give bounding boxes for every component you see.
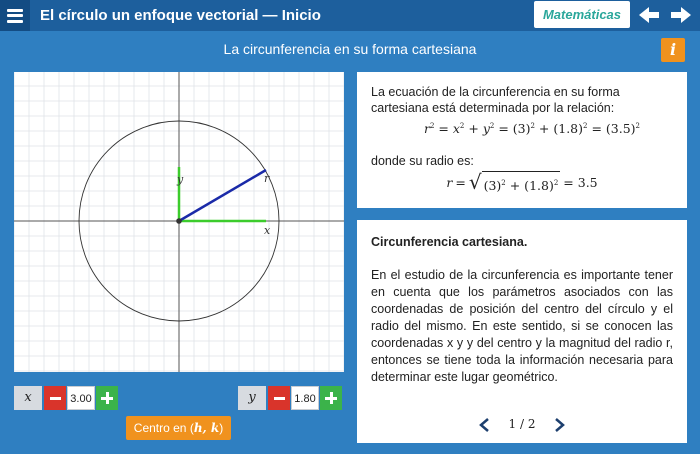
x-value-field[interactable]: 3.00: [67, 386, 95, 410]
page-subtitle: La circunferencia en su forma cartesiana: [223, 41, 477, 57]
prev-page-icon[interactable]: [477, 417, 491, 433]
x-increment-button[interactable]: [96, 386, 118, 410]
graph-canvas: [14, 72, 344, 372]
plus-icon: [325, 392, 337, 404]
next-page-icon[interactable]: [553, 417, 567, 433]
x-axis-label: x: [264, 224, 271, 237]
y-control-label: y: [238, 386, 266, 410]
minus-icon: [50, 397, 61, 400]
radius-intro: donde su radio es:: [371, 154, 474, 169]
center-point: [176, 218, 182, 224]
pager: [477, 416, 567, 433]
plus-icon: [101, 392, 113, 404]
page-indicator: 1 / 2: [508, 417, 536, 431]
forward-arrow-icon[interactable]: [669, 5, 693, 25]
description-title: Circunferencia cartesiana.: [371, 235, 528, 249]
top-bar: [0, 0, 700, 31]
equation-intro: La ecuación de la circunferencia en su forma cartesiana está determinada por la relación:: [371, 85, 620, 115]
y-value-field[interactable]: 1.80: [291, 386, 319, 410]
radius-equation: r = √ $(3)^2 + (1.8)^2$ = 3.5: [446, 170, 598, 195]
description-body: En el estudio de la circunferencia es importante tener en cuenta que los parámetros asociados con las coordenadas de posición del centro del círculo y el radio del mismo. En este sentido, si se conocen las coordenadas x y y del centro y la magnitud del radio r, entonces se tiene toda la información necesaria para determinar este lugar geométrico.: [371, 268, 673, 384]
x-control-label: x: [14, 386, 42, 410]
app-title: El círculo un enfoque vectorial — Inicio: [40, 7, 321, 24]
radius-vector: [179, 170, 266, 221]
menu-button[interactable]: [0, 0, 30, 31]
description-panel: [357, 220, 687, 443]
y-decrement-button[interactable]: [268, 386, 290, 410]
subject-link[interactable]: Matemáticas: [534, 1, 630, 28]
back-arrow-icon[interactable]: [637, 5, 661, 25]
center-hk-button[interactable]: Centro en (h, k): [126, 416, 231, 440]
info-button[interactable]: i: [661, 38, 685, 62]
radius-label: r: [264, 172, 270, 185]
y-increment-button[interactable]: [320, 386, 342, 410]
equation-panel: [357, 72, 687, 208]
circle-equation: $r^2 = x^2 + y^2 = (3)^2 + (1.8)^2 = (3.5)^2$: [423, 121, 641, 137]
cartesian-graph[interactable]: [14, 72, 344, 372]
x-decrement-button[interactable]: [44, 386, 66, 410]
menu-icon: [7, 9, 23, 23]
minus-icon: [274, 397, 285, 400]
y-axis-label: y: [177, 173, 184, 186]
